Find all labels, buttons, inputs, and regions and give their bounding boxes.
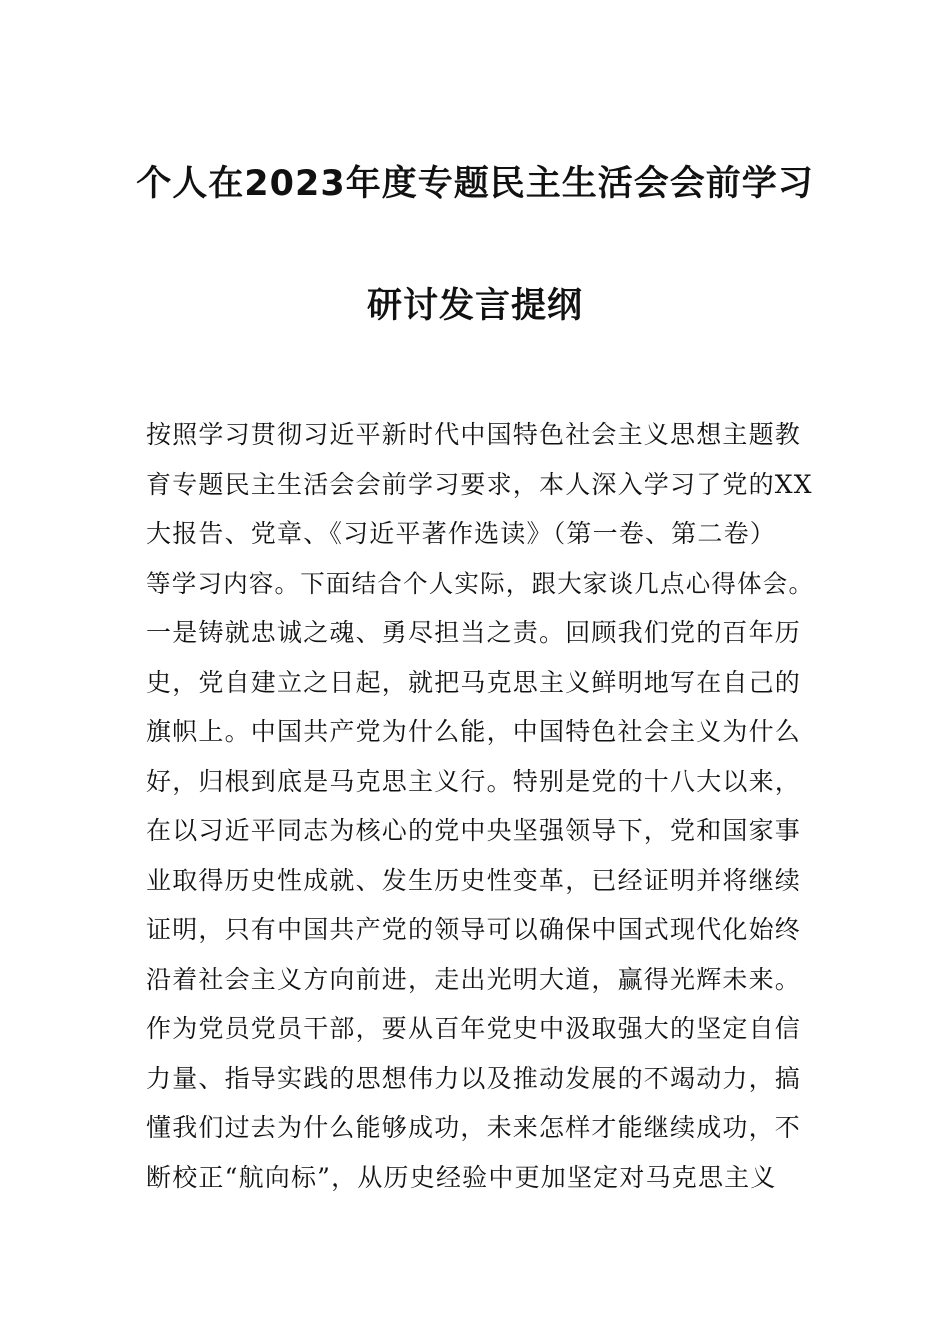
body-line: 育专题民主生活会会前学习要求，本人深入学习了党的XX [146, 469, 813, 499]
body-line: 沿着社会主义方向前进，走出光明大道，赢得光辉未来。 [146, 964, 802, 994]
body-line: 旗帜上。中国共产党为什么能，中国特色社会主义为什么 [146, 717, 802, 746]
document-title-line-1: 个人在2023年度专题民主生活会会前学习 [136, 164, 814, 204]
body-line: 好，归根到底是马克思主义行。特别是党的十八大以来， [146, 766, 802, 796]
document-title-line-2: 研讨发言提纲 [366, 286, 583, 326]
body-line: 一是铸就忠诚之魂、勇尽担当之责。回顾我们党的百年历 [146, 618, 802, 647]
body-line: 业取得历史性成就、发生历史性变革，已经证明并将继续 [146, 865, 802, 895]
body-line: 大报告、党章、《习近平著作选读》（第一卷、第二卷） [146, 519, 777, 548]
body-line: 懂我们过去为什么能够成功，未来怎样才能继续成功，不 [146, 1113, 802, 1142]
body-line: 作为党员党员干部，要从百年党史中汲取强大的坚定自信 [146, 1014, 802, 1043]
body-line: 等学习内容。下面结合个人实际，跟大家谈几点心得体会。 [146, 568, 815, 598]
body-line: 史，党自建立之日起，就把马克思主义鲜明地写在自己的 [146, 667, 802, 697]
body-line: 按照学习贯彻习近平新时代中国特色社会主义思想主题教 [146, 420, 802, 449]
body-line: 在以习近平同志为核心的党中央坚强领导下，党和国家事 [146, 816, 802, 845]
body-line: 断校正“航向标”，从历史经验中更加坚定对马克思主义 [146, 1162, 777, 1192]
body-line: 证明，只有中国共产党的领导可以确保中国式现代化始终 [146, 915, 802, 944]
body-line: 力量、指导实践的思想伟力以及推动发展的不竭动力，搞 [146, 1063, 802, 1093]
document-body [146, 410, 816, 1202]
